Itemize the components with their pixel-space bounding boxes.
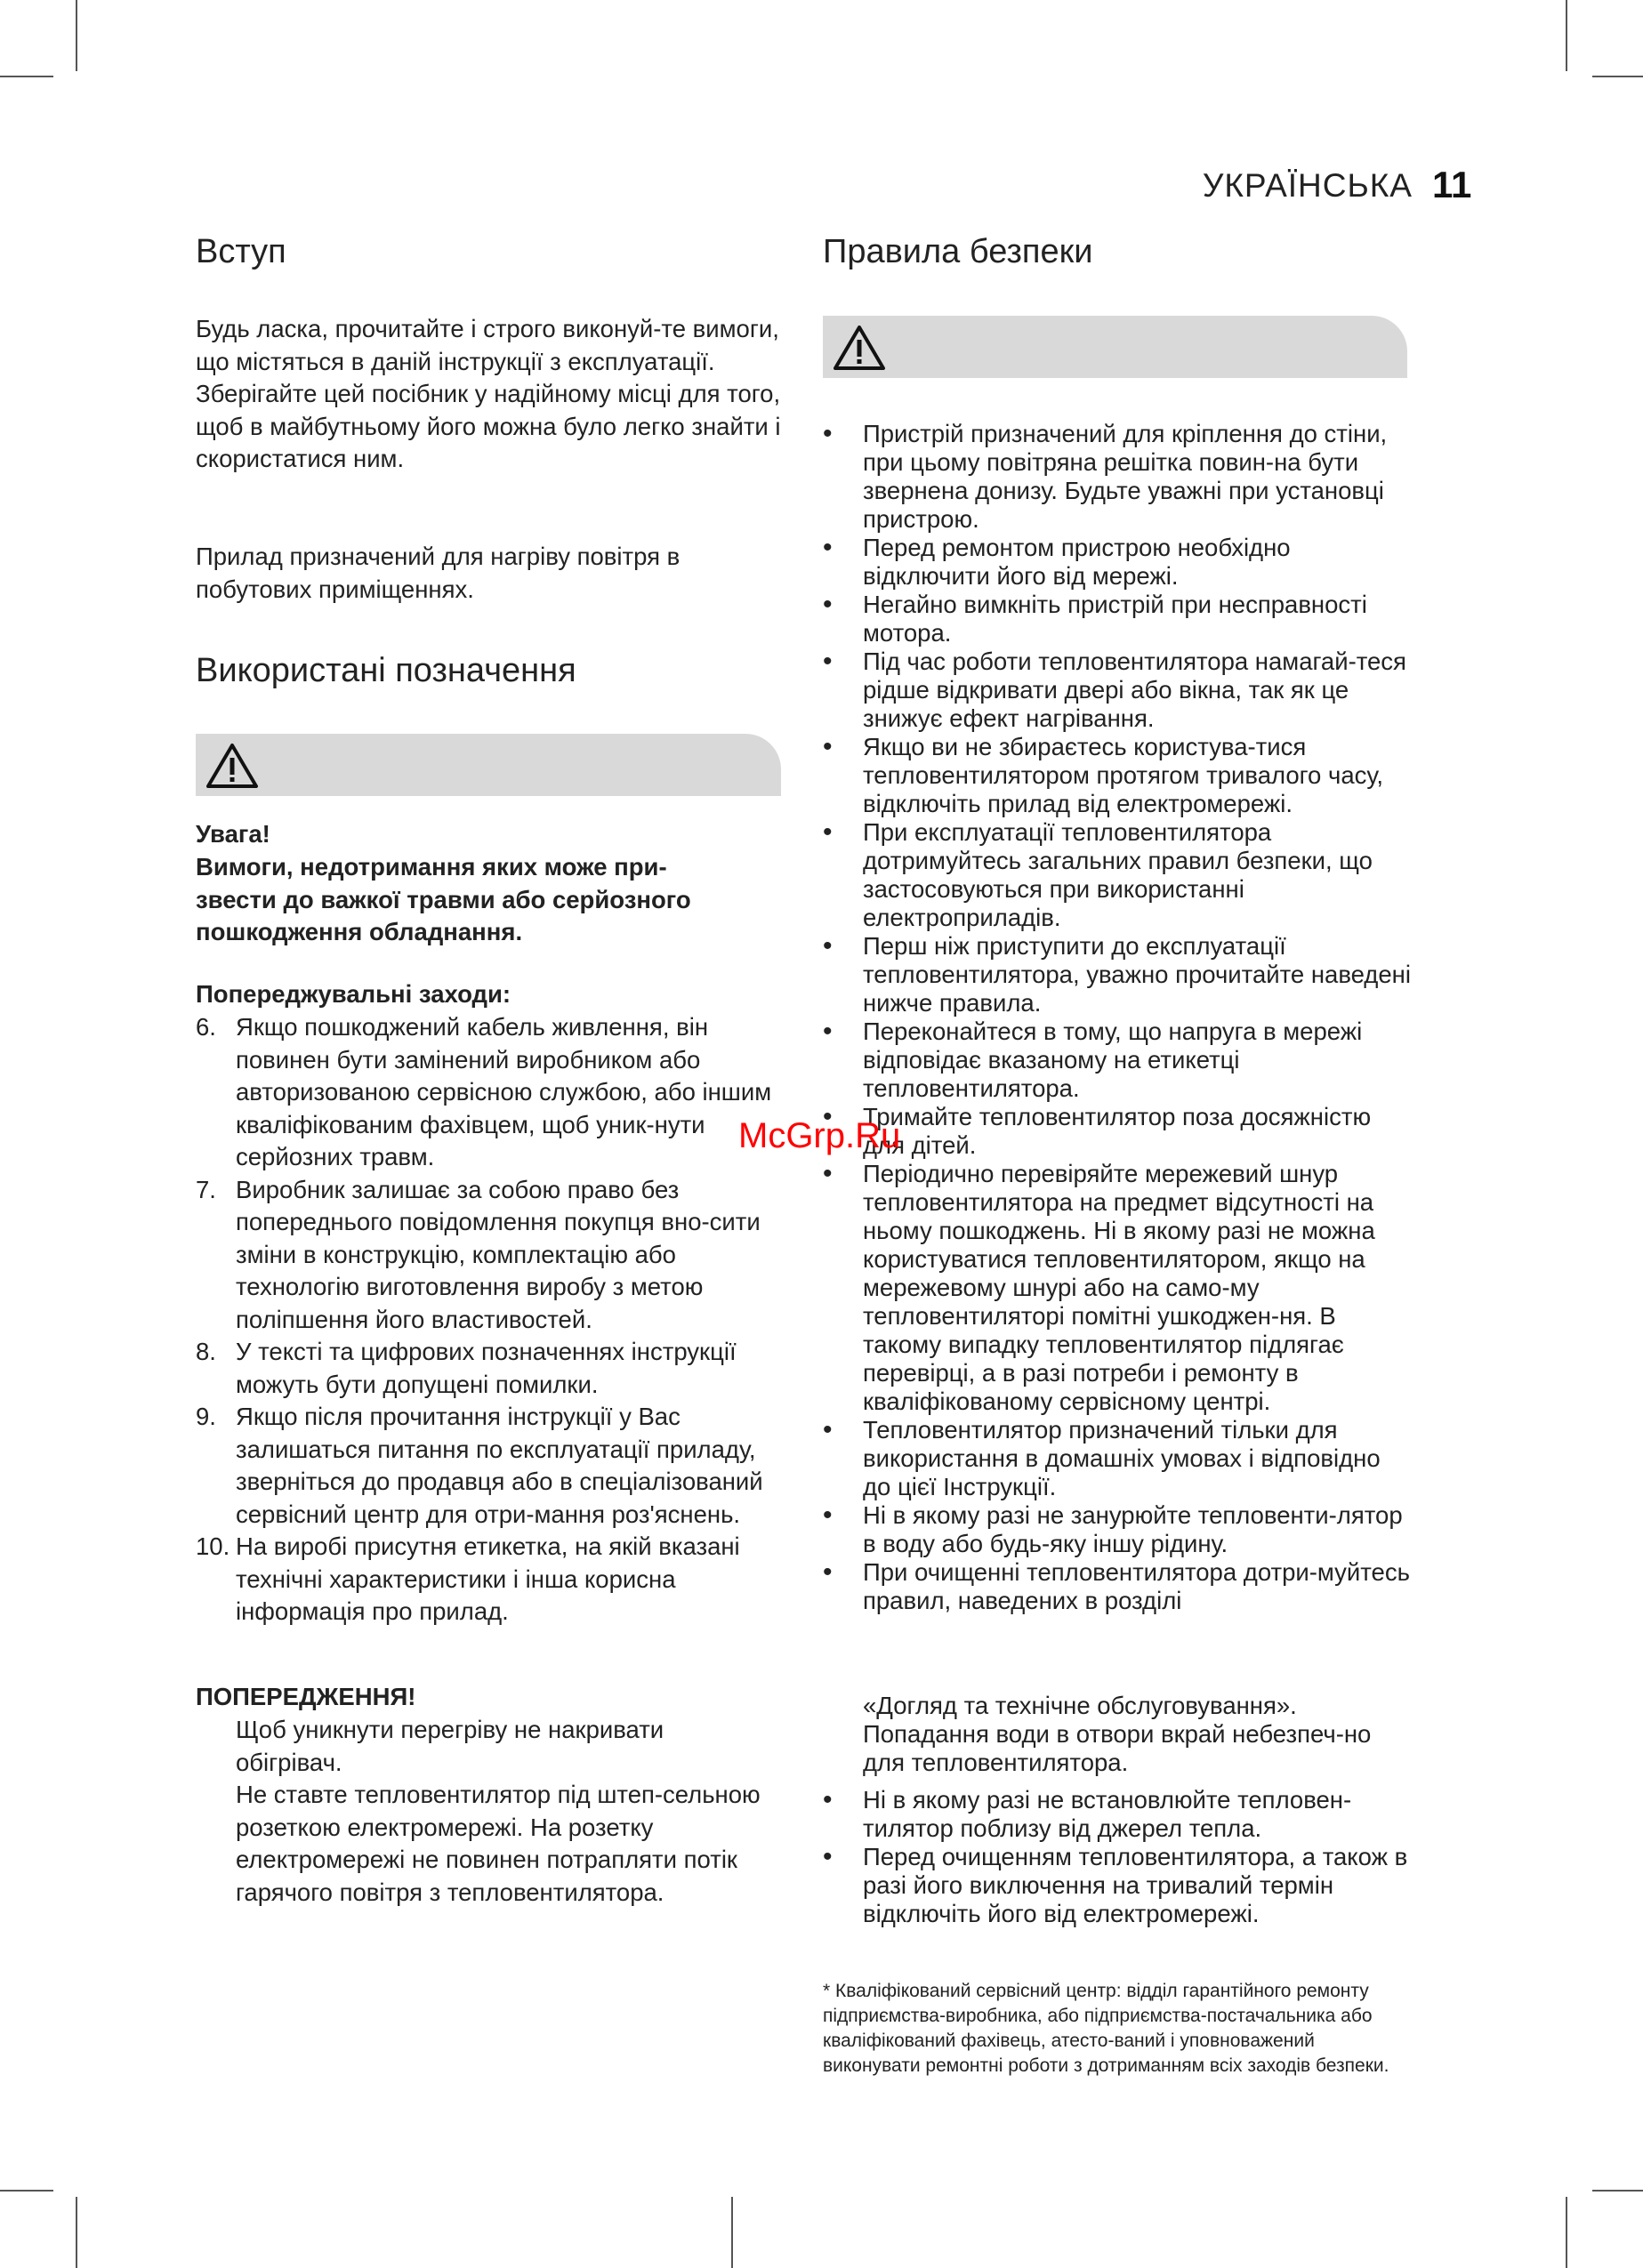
warning-paragraph-2: Не ставте тепловентилятор під штеп-сельною розеткою електромережі. На розетку електромережі не повинен потрапляти потік гарячого повітря з тепловентилятора. xyxy=(236,1781,761,1906)
warning-bar xyxy=(823,316,1407,378)
crop-mark xyxy=(1566,2197,1567,2268)
list-item xyxy=(196,1011,783,1174)
crop-mark xyxy=(76,0,77,71)
list-item: • Перш ніж приступити до експлуатації тепловентилятора, уважно прочитайте наведені нижче правила. xyxy=(823,932,1414,1017)
list-number: 10. xyxy=(196,1532,230,1560)
list-text: Якщо пошкоджений кабель живлення, він повинен бути замінений виробником або авторизованою сервісною службою, або іншим кваліфікованим фахівцем, щоб уник-нути серйозних травм. xyxy=(236,1013,772,1170)
list-number: 8. xyxy=(196,1338,216,1365)
list-number: 9. xyxy=(196,1403,216,1430)
warning-title: ПОПЕРЕДЖЕННЯ! xyxy=(196,1683,416,1710)
list-item xyxy=(196,1531,783,1629)
warning-paragraph-1: Щоб уникнути перегріву не накривати обігрівач. xyxy=(236,1716,664,1776)
crop-mark xyxy=(1592,2190,1643,2192)
page-number: 11 xyxy=(1432,164,1472,205)
list-item: • Пристрій призначений для кріплення до стіни, при цьому повітряна решітка повин-на бути звернена донизу. Будьте уважні при установці пристрою. xyxy=(823,420,1414,534)
warning-bar xyxy=(196,734,781,796)
list-item: • Якщо ви не збираєтесь користува-тися тепловентилятором протягом тривалого часу, відключіть прилад від електромережі. xyxy=(823,733,1414,818)
list-text: Якщо після прочитання інструкції у Вас залишаться питання по експлуатації приладу, зверніться до продавця або в спеціалізований сервісний центр для отри-мання роз'яснень. xyxy=(236,1403,763,1528)
list-item: • При експлуатації тепловентилятора дотримуйтесь загальних правил безпеки, що застосовуються при використанні електроприладів. xyxy=(823,818,1414,932)
crop-mark xyxy=(1592,76,1643,77)
list-item: • Перед ремонтом пристрою необхідно відключити його від мережі. xyxy=(823,534,1414,591)
precautions-title: Попереджувальні заходи: xyxy=(196,980,511,1008)
list-item: • Тримайте тепловентилятор поза досяжністю для дітей. xyxy=(823,1103,1414,1160)
warning-triangle-icon xyxy=(832,324,887,372)
footnote: * Кваліфікований сервісний центр: відділ гарантійного ремонту підприємства-виробника, або підприємства-постачальника або кваліфікований фахівець, атесто-ваний і уповноважений виконувати ремонтні роботи з дотриманням всіх заходів безпеки. xyxy=(823,1981,1389,2076)
watermark: McGrp.Ru xyxy=(738,1116,901,1155)
list-item: • Тепловентилятор призначений тільки для використання в домашніх умовах і відповідно до цієї Інструкції. xyxy=(823,1416,1414,1501)
attention-label: Увага! xyxy=(196,820,270,848)
safety-rules-list xyxy=(823,420,1414,1615)
precautions-list xyxy=(196,1011,783,1629)
care-note: «Догляд та технічне обслуговування». Попадання води в отвори вкрай небезпеч-но для тепловентилятора. xyxy=(863,1692,1372,1776)
header-language: УКРАЇНСЬКА xyxy=(1202,167,1413,204)
list-item xyxy=(196,1174,783,1337)
intro-title: Вступ xyxy=(196,233,286,270)
crop-mark xyxy=(0,2190,53,2192)
list-item: • Перед очищенням тепловентилятора, а також в разі його виключення на тривалий термін відключіть його від електромережі. xyxy=(823,1843,1414,1928)
list-item: • Ні в якому разі не занурюйте тепловенти-лятор в воду або будь-яку іншу рідину. xyxy=(823,1501,1414,1558)
list-item: • Ні в якому разі не встановлюйте тепловен-тилятор поблизу від джерел тепла. xyxy=(823,1786,1414,1843)
safety-title: Правила безпеки xyxy=(823,233,1093,270)
symbols-title: Використані позначення xyxy=(196,652,576,689)
list-item xyxy=(196,1336,783,1401)
list-text: Виробник залишає за собою право без попереднього повідомлення покупця вно-сити зміни в конструкцію, комплектацію або технологію виготовлення виробу з метою поліпшення його властивостей. xyxy=(236,1175,761,1333)
intro-paragraph-2: Прилад призначений для нагріву повітря в побутових приміщеннях. xyxy=(196,543,681,603)
warning-triangle-icon xyxy=(205,742,260,790)
crop-mark xyxy=(1566,0,1567,71)
crop-mark xyxy=(0,76,53,77)
intro-paragraph-1: Будь ласка, прочитайте і строго виконуй-те вимоги, що містяться в даній інструкції з експлуатації. Зберігайте цей посібник у надійному місці для того, щоб в майбутньому його можна було легко знайти і скористатися ним. xyxy=(196,315,781,472)
list-number: 6. xyxy=(196,1013,216,1041)
list-item: • Переконайтеся в тому, що напруга в мережі відповідає вказаному на етикетці тепловентилятора. xyxy=(823,1017,1414,1103)
list-item: • Періодично перевіряйте мережевий шнур тепловентилятора на предмет відсутності на ньому пошкоджень. Ні в якому разі не можна користуватися тепловентилятором, якщо на мережевому шнурі або на само-му тепловентиляторі помітні ушкоджен-ня. В такому випадку тепловентилятор підлягає перевірці, а в разі потреби і ремонту в кваліфікованому сервісному центрі. xyxy=(823,1160,1414,1416)
attention-text: Вимоги, недотримання яких може при-звести до важкої травми або серйозного пошкодження обладнання. xyxy=(196,853,691,945)
crop-mark xyxy=(731,2197,733,2268)
crop-mark xyxy=(76,2197,77,2268)
list-item xyxy=(196,1401,783,1531)
list-item: • При очищенні тепловентилятора дотри-муйтесь правил, наведених в розділі xyxy=(823,1558,1414,1615)
safety-rules-list-continued xyxy=(823,1786,1414,1928)
list-text: На виробі присутня етикетка, на якій вказані технічні характеристики і інша корисна інформація про прилад. xyxy=(236,1532,740,1625)
list-number: 7. xyxy=(196,1175,216,1203)
list-item: • Під час роботи тепловентилятора намагай-теся рідше відкривати двері або вікна, так як це знижує ефект нагрівання. xyxy=(823,647,1414,733)
list-item: • Негайно вимкніть пристрій при несправності мотора. xyxy=(823,591,1414,647)
list-text: У тексті та цифрових позначеннях інструкції можуть бути допущені помилки. xyxy=(236,1338,737,1398)
